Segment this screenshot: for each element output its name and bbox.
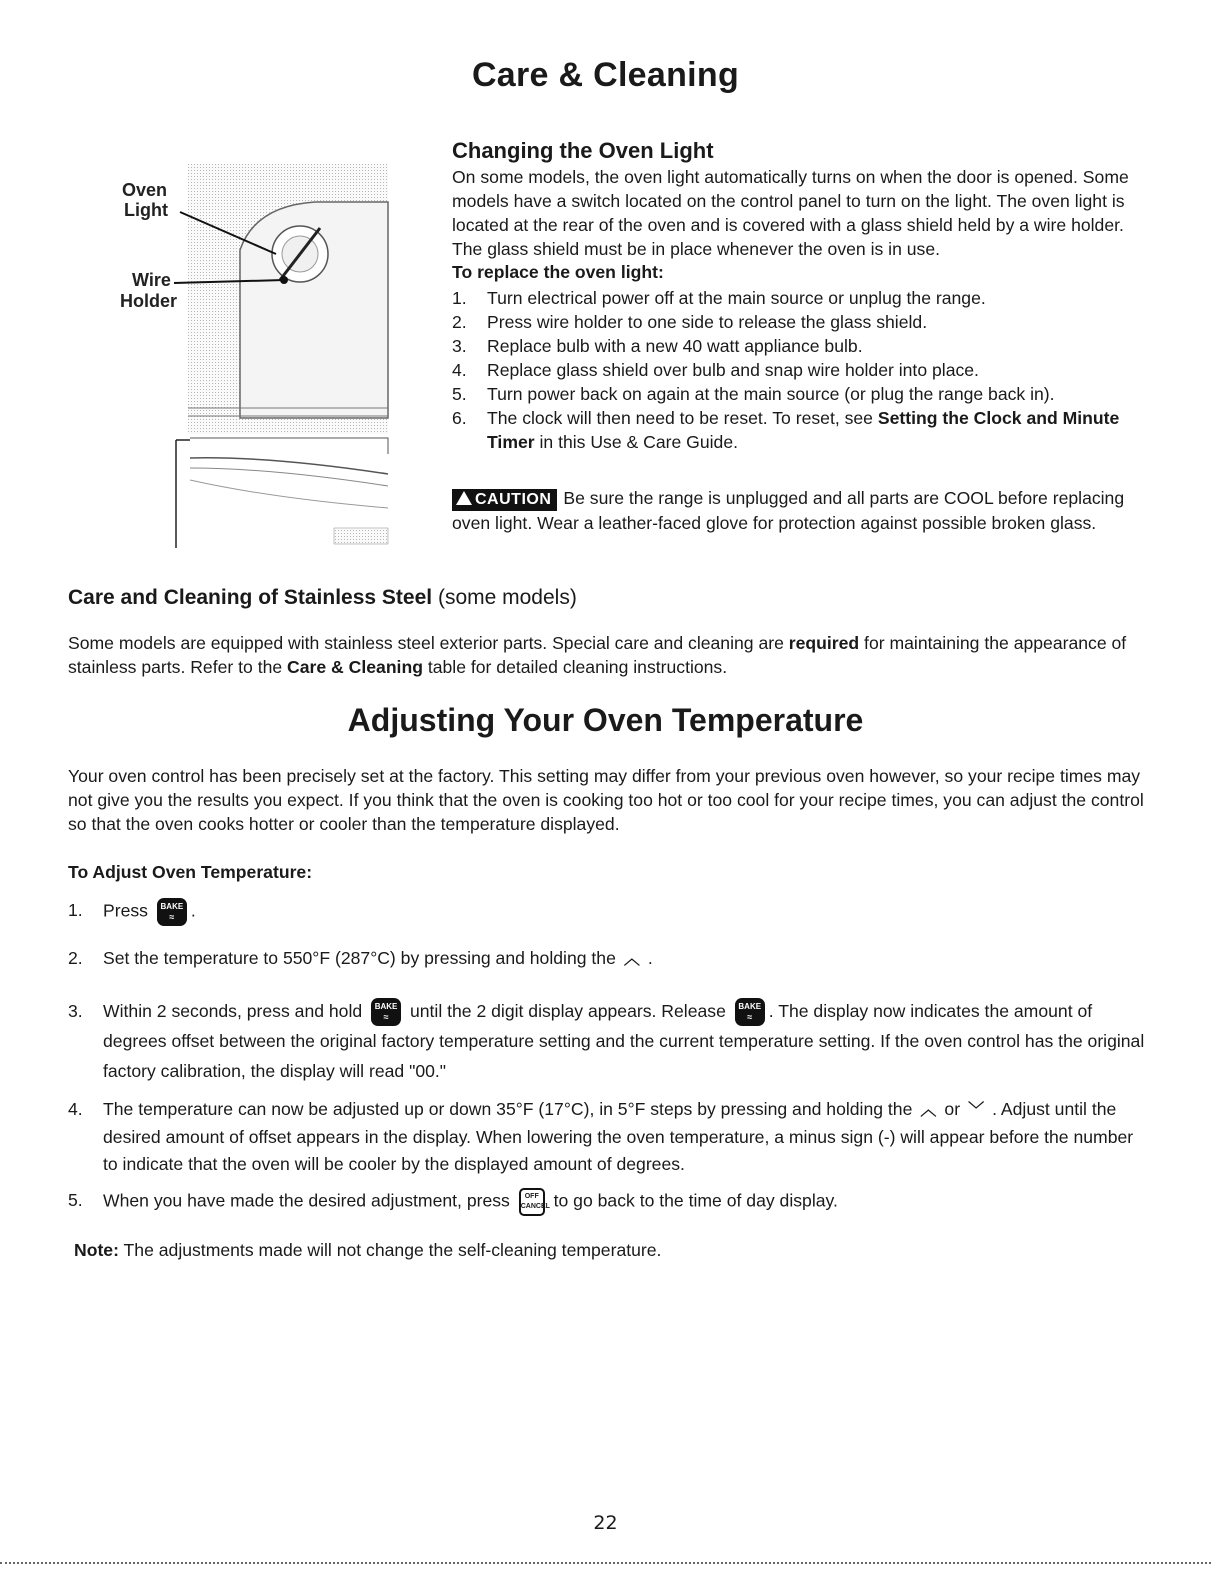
adjust-subheading: To Adjust Oven Temperature: (68, 862, 313, 882)
page-number: 22 (593, 1512, 618, 1534)
down-arrow-key-icon: ﹀ (968, 1102, 985, 1120)
list-item: 3. Replace bulb with a new 40 watt appliance bulb. (452, 336, 863, 356)
label-wire: Wire (132, 270, 171, 290)
oven-light-paragraph: On some models, the oven light automatically turns on when the door is opened. Some models have a switch located on the control panel to turn on the light. The oven light is located at the rear of the oven and is covered with a glass shield held by a wire holder. The glass shield must be in place whenever the oven is in use. (452, 167, 1129, 259)
list-item: 2. Press wire holder to one side to release the glass shield. (452, 312, 928, 332)
label-oven: Oven (122, 180, 168, 200)
list-item: 3. Within 2 seconds, press and hold BAKE ≈ until the 2 digit display appears. Release BAKE ≈ . The display now indicates the amount of degrees offset between the original factory temperature setting and the current temperature setting. If the oven control has the original factory calibration, the display will read "00." (68, 996, 1148, 1086)
stainless-heading: Care and Cleaning of Stainless Steel (some models) (68, 586, 577, 609)
list-item: 1. Turn electrical power off at the main source or unplug the range. (452, 288, 986, 308)
oven-light-heading: Changing the Oven Light (452, 138, 714, 163)
guide-reference: Setting the Clock and Minute Timer (487, 408, 1120, 452)
note: Note: The adjustments made will not change the self-cleaning temperature. (74, 1240, 662, 1260)
up-arrow-key-icon: ︿ (920, 1102, 937, 1120)
caution-badge: CAUTION (452, 489, 557, 511)
list-item: 5. Turn power back on again at the main source (or plug the range back in). (452, 384, 1055, 404)
list-item: 4. The temperature can now be adjusted up or down 35°F (17°C), in 5°F steps by pressing and holding the ︿ or ﹀ . Adjust until the desired amount of offset appears in the display. When lowering the oven temperature, a minus sign (-) will appear before the number to indicate that the oven will be cooler by the displayed amount of degrees. (68, 1099, 1134, 1175)
list-item: 6. The clock will then need to be reset. To reset, see Setting the Clock and Minute Timer in this Use & Care Guide. (452, 408, 1120, 452)
list-item: 5. When you have made the desired adjustment, press OFF CANCEL to go back to the time of day display. (68, 1188, 1148, 1216)
bottom-divider (0, 1562, 1211, 1564)
bake-key-icon: BAKE ≈ (371, 998, 401, 1026)
warning-triangle-icon (456, 491, 472, 505)
list-item: 1. Press BAKE ≈ . (68, 898, 1148, 926)
replace-light-steps (452, 286, 1152, 454)
replace-light-heading: To replace the oven light: (452, 262, 664, 282)
page-title: Care & Cleaning (471, 56, 740, 94)
bake-key-icon: BAKE ≈ (735, 998, 765, 1026)
label-light: Light (124, 200, 168, 220)
caution-text: Be sure the range is unplugged and all parts are COOL before replacing oven light. Wear a leather-faced glove for protection against possible broken glass. (452, 488, 1125, 533)
stainless-paragraph: Some models are equipped with stainless steel exterior parts. Special care and cleaning are required for maintaining the appearance of stainless parts. Refer to the Care & Cleaning table for detailed cleaning instructions. (68, 633, 1127, 677)
list-item: 2. Set the temperature to 550°F (287°C) by pressing and holding the ︿ . (68, 946, 1148, 972)
off-cancel-key-icon: OFF CANCEL (519, 1188, 545, 1216)
up-arrow-key-icon: ︿ (623, 951, 640, 968)
adjust-temperature-steps (68, 898, 1148, 1216)
adjust-temperature-title: Adjusting Your Oven Temperature (347, 702, 864, 738)
caution-notice (452, 486, 1147, 535)
oven-light-illustration (110, 158, 400, 553)
adjust-temperature-paragraph: Your oven control has been precisely set at the factory. This setting may differ from your previous oven however, so your recipe times may not give you the results you expect. If you think that the oven is cooking too hot or too cool for your recipe times, you can adjust the control so that the oven cooks hotter or cooler than the temperature displayed. (68, 766, 1144, 834)
label-holder: Holder (120, 291, 178, 311)
bake-key-icon: BAKE ≈ (157, 898, 187, 926)
list-item: 4. Replace glass shield over bulb and snap wire holder into place. (452, 360, 979, 380)
